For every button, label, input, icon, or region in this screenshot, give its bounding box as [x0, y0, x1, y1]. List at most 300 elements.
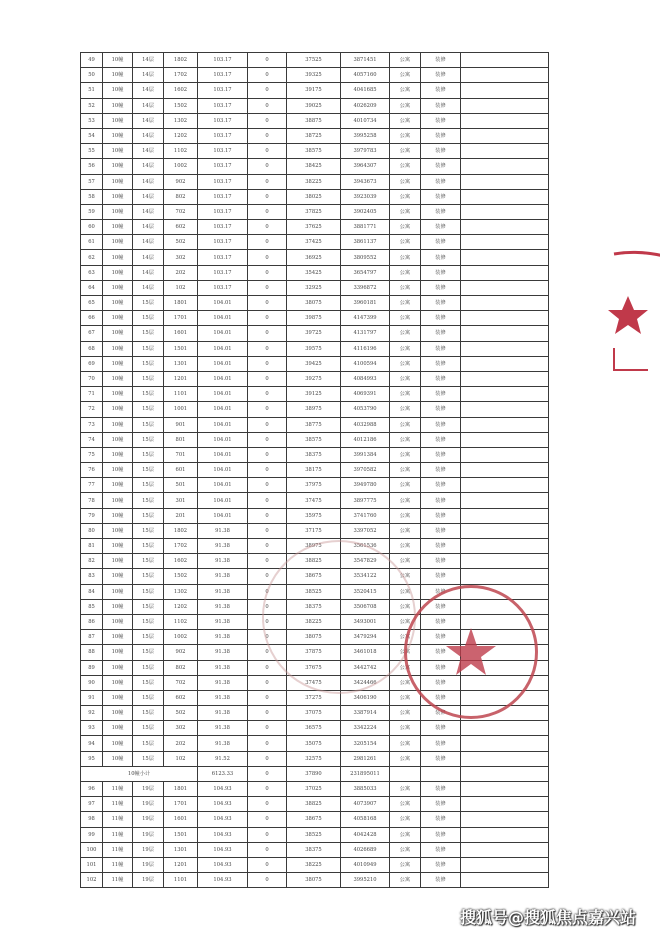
table-cell: 202 [164, 265, 198, 280]
table-cell: 装修 [421, 721, 461, 736]
table-cell: 0 [248, 341, 287, 356]
table-cell: 公寓 [390, 599, 421, 614]
table-cell: 公寓 [390, 478, 421, 493]
table-cell: 11幢 [103, 827, 133, 842]
table-cell: 0 [248, 417, 287, 432]
table-cell-empty [461, 280, 549, 295]
table-cell: 32575 [287, 751, 341, 766]
table-cell: 38575 [287, 432, 341, 447]
table-row [81, 751, 549, 766]
table-cell: 装修 [421, 98, 461, 113]
table-cell: 装修 [421, 83, 461, 98]
table-cell: 53 [81, 113, 103, 128]
table-cell: 38975 [287, 539, 341, 554]
table-cell: 103.17 [198, 68, 248, 83]
table-cell: 10幢 [103, 584, 133, 599]
table-cell: 1501 [164, 341, 198, 356]
table-cell: 1302 [164, 113, 198, 128]
table-cell: 1101 [164, 387, 198, 402]
table-cell: 4010949 [341, 857, 390, 872]
table-cell: 10幢 [103, 159, 133, 174]
table-row [81, 326, 549, 341]
table-cell: 38575 [287, 144, 341, 159]
table-cell: 装修 [421, 174, 461, 189]
table-cell-empty [461, 478, 549, 493]
table-cell: 3960181 [341, 296, 390, 311]
table-cell: 0 [248, 493, 287, 508]
table-cell: 39325 [287, 68, 341, 83]
table-cell: 1601 [164, 326, 198, 341]
table-cell: 88 [81, 645, 103, 660]
table-cell-empty [461, 523, 549, 538]
table-cell: 装修 [421, 812, 461, 827]
table-cell: 装修 [421, 371, 461, 386]
table-cell: 装修 [421, 265, 461, 280]
table-cell: 3397052 [341, 523, 390, 538]
table-row [81, 736, 549, 751]
table-cell: 3387914 [341, 706, 390, 721]
table-cell: 0 [248, 98, 287, 113]
table-cell: 公寓 [390, 174, 421, 189]
table-cell: 91.38 [198, 599, 248, 614]
table-cell: 装修 [421, 873, 461, 888]
table-cell: 14层 [133, 83, 164, 98]
table-cell-empty [461, 827, 549, 842]
table-cell: 公寓 [390, 356, 421, 371]
table-cell: 1602 [164, 554, 198, 569]
source-watermark: 搜狐号@搜狐焦点嘉兴站 [460, 908, 637, 927]
table-cell: 装修 [421, 599, 461, 614]
table-cell: 502 [164, 235, 198, 250]
price-table [80, 52, 549, 888]
table-cell: 15层 [133, 341, 164, 356]
table-cell: 0 [248, 371, 287, 386]
table-cell: 1001 [164, 402, 198, 417]
table-cell: 装修 [421, 614, 461, 629]
table-cell: 装修 [421, 68, 461, 83]
table-cell: 14层 [133, 280, 164, 295]
table-cell: 3520415 [341, 584, 390, 599]
table-cell: 15层 [133, 523, 164, 538]
table-cell: 3964307 [341, 159, 390, 174]
table-cell: 0 [248, 660, 287, 675]
table-cell: 公寓 [390, 432, 421, 447]
table-cell: 14层 [133, 53, 164, 68]
table-cell: 15层 [133, 599, 164, 614]
company-seal [404, 585, 538, 719]
table-cell-empty [461, 402, 549, 417]
table-cell: 3881771 [341, 220, 390, 235]
table-cell: 103.17 [198, 98, 248, 113]
table-cell: 15层 [133, 751, 164, 766]
table-cell: 15层 [133, 645, 164, 660]
table-cell: 0 [248, 174, 287, 189]
table-cell: 72 [81, 402, 103, 417]
table-cell: 10幢 [103, 569, 133, 584]
table-cell: 104.93 [198, 842, 248, 857]
table-cell: 103.17 [198, 53, 248, 68]
table-cell: 37675 [287, 660, 341, 675]
table-cell: 公寓 [390, 265, 421, 280]
table-cell: 10幢 [103, 554, 133, 569]
table-cell: 55 [81, 144, 103, 159]
table-cell: 19层 [133, 782, 164, 797]
table-cell: 公寓 [390, 235, 421, 250]
table-cell: 1002 [164, 630, 198, 645]
table-cell-empty [461, 782, 549, 797]
table-cell: 14层 [133, 174, 164, 189]
table-cell: 0 [248, 53, 287, 68]
table-cell: 11幢 [103, 812, 133, 827]
table-cell: 302 [164, 250, 198, 265]
table-cell: 10幢 [103, 736, 133, 751]
table-cell: 4057160 [341, 68, 390, 83]
table-cell: 104.01 [198, 508, 248, 523]
table-row [81, 493, 549, 508]
table-cell: 91.38 [198, 660, 248, 675]
table-cell: 38225 [287, 614, 341, 629]
table-cell: 69 [81, 356, 103, 371]
table-row [81, 280, 549, 295]
table-cell: 38725 [287, 128, 341, 143]
table-cell: 38525 [287, 584, 341, 599]
table-cell: 11幢 [103, 797, 133, 812]
table-cell: 3654797 [341, 265, 390, 280]
table-cell: 装修 [421, 341, 461, 356]
table-cell: 103.17 [198, 235, 248, 250]
table-cell: 3506708 [341, 599, 390, 614]
table-cell: 38175 [287, 463, 341, 478]
table-cell: 10幢 [103, 539, 133, 554]
table-cell: 15层 [133, 387, 164, 402]
table-cell: 公寓 [390, 827, 421, 842]
table-cell-empty [390, 766, 421, 781]
table-cell: 35075 [287, 736, 341, 751]
table-cell: 10幢 [103, 250, 133, 265]
table-row [81, 842, 549, 857]
table-cell: 0 [248, 842, 287, 857]
table-cell-empty [461, 174, 549, 189]
table-cell: 装修 [421, 235, 461, 250]
table-cell: 39875 [287, 311, 341, 326]
table-cell: 602 [164, 690, 198, 705]
table-cell: 32925 [287, 280, 341, 295]
table-cell: 0 [248, 539, 287, 554]
table-cell: 1502 [164, 98, 198, 113]
table-cell: 15层 [133, 554, 164, 569]
table-cell: 0 [248, 83, 287, 98]
table-cell: 80 [81, 523, 103, 538]
table-cell: 10幢 [103, 478, 133, 493]
table-cell: 1602 [164, 83, 198, 98]
table-cell: 66 [81, 311, 103, 326]
table-cell: 90 [81, 675, 103, 690]
table-cell: 10幢 [103, 721, 133, 736]
table-cell: 0 [248, 447, 287, 462]
table-cell: 39425 [287, 356, 341, 371]
table-cell: 4116196 [341, 341, 390, 356]
table-cell: 14层 [133, 265, 164, 280]
table-cell: 93 [81, 721, 103, 736]
table-cell: 10幢 [103, 204, 133, 219]
table-cell: 装修 [421, 508, 461, 523]
table-cell: 37075 [287, 706, 341, 721]
table-cell: 公寓 [390, 614, 421, 629]
table-cell: 14层 [133, 144, 164, 159]
table-cell: 3897775 [341, 493, 390, 508]
table-cell: 3943673 [341, 174, 390, 189]
table-cell: 0 [248, 645, 287, 660]
table-cell: 10幢 [103, 387, 133, 402]
table-cell: 装修 [421, 311, 461, 326]
table-row [81, 98, 549, 113]
table-cell: 70 [81, 371, 103, 386]
table-cell: 10幢 [103, 68, 133, 83]
table-cell: 104.01 [198, 447, 248, 462]
table-cell: 10幢 [103, 690, 133, 705]
table-cell: 0 [248, 736, 287, 751]
table-cell: 0 [248, 827, 287, 842]
table-cell: 10幢 [103, 614, 133, 629]
table-cell: 1002 [164, 159, 198, 174]
table-cell: 104.01 [198, 311, 248, 326]
table-cell: 0 [248, 265, 287, 280]
table-cell: 0 [248, 128, 287, 143]
table-cell: 装修 [421, 402, 461, 417]
table-cell: 0 [248, 159, 287, 174]
table-cell: 15层 [133, 296, 164, 311]
table-cell: 4032988 [341, 417, 390, 432]
table-cell: 15层 [133, 721, 164, 736]
subtotal-cell: 37890 [287, 766, 341, 781]
table-cell: 10幢 [103, 751, 133, 766]
table-row [81, 463, 549, 478]
table-cell: 11幢 [103, 782, 133, 797]
table-cell: 15层 [133, 736, 164, 751]
table-cell: 装修 [421, 630, 461, 645]
subtotal-row [81, 766, 549, 781]
table-row [81, 250, 549, 265]
table-cell: 公寓 [390, 68, 421, 83]
table-cell: 1201 [164, 371, 198, 386]
table-cell: 15层 [133, 478, 164, 493]
table-cell: 装修 [421, 250, 461, 265]
table-cell-empty [461, 341, 549, 356]
table-row [81, 53, 549, 68]
table-cell: 公寓 [390, 751, 421, 766]
table-cell: 3534122 [341, 569, 390, 584]
table-cell-empty [461, 508, 549, 523]
table-cell: 4131797 [341, 326, 390, 341]
table-cell: 公寓 [390, 857, 421, 872]
table-cell-empty [461, 189, 549, 204]
table-cell: 3342224 [341, 721, 390, 736]
table-cell: 0 [248, 690, 287, 705]
table-cell: 91.52 [198, 751, 248, 766]
table-cell: 0 [248, 432, 287, 447]
table-cell: 62 [81, 250, 103, 265]
table-cell: 91.38 [198, 675, 248, 690]
table-cell: 39025 [287, 98, 341, 113]
table-cell-empty [461, 873, 549, 888]
table-cell: 10幢 [103, 326, 133, 341]
table-cell: 4026209 [341, 98, 390, 113]
table-cell: 104.01 [198, 356, 248, 371]
table-row [81, 356, 549, 371]
table-cell: 38825 [287, 797, 341, 812]
table-cell: 19层 [133, 842, 164, 857]
table-cell: 104.93 [198, 827, 248, 842]
table-cell: 103.17 [198, 159, 248, 174]
table-cell: 103.17 [198, 113, 248, 128]
table-cell: 10幢 [103, 280, 133, 295]
table-cell: 54 [81, 128, 103, 143]
table-cell: 103.17 [198, 250, 248, 265]
table-cell: 0 [248, 584, 287, 599]
table-cell: 3885033 [341, 782, 390, 797]
table-cell: 公寓 [390, 113, 421, 128]
table-cell: 14层 [133, 204, 164, 219]
table-cell: 38875 [287, 113, 341, 128]
table-cell: 公寓 [390, 873, 421, 888]
table-cell: 15层 [133, 508, 164, 523]
table-cell: 3461018 [341, 645, 390, 660]
table-cell: 15层 [133, 675, 164, 690]
table-cell: 0 [248, 599, 287, 614]
table-cell: 49 [81, 53, 103, 68]
table-cell: 公寓 [390, 539, 421, 554]
table-row [81, 812, 549, 827]
table-cell: 公寓 [390, 523, 421, 538]
table-row [81, 68, 549, 83]
subtotal-cell: 6123.33 [198, 766, 248, 781]
table-cell: 14层 [133, 128, 164, 143]
table-cell: 0 [248, 280, 287, 295]
table-cell: 装修 [421, 159, 461, 174]
table-cell: 601 [164, 463, 198, 478]
table-row [81, 371, 549, 386]
table-cell: 公寓 [390, 630, 421, 645]
table-cell-empty [461, 463, 549, 478]
table-cell: 装修 [421, 463, 461, 478]
table-cell: 15层 [133, 447, 164, 462]
table-cell: 802 [164, 660, 198, 675]
table-cell: 1802 [164, 53, 198, 68]
table-cell: 104.01 [198, 478, 248, 493]
table-cell: 0 [248, 463, 287, 478]
table-cell: 15层 [133, 326, 164, 341]
table-cell: 装修 [421, 584, 461, 599]
table-cell: 39175 [287, 83, 341, 98]
table-cell: 902 [164, 645, 198, 660]
table-cell: 71 [81, 387, 103, 402]
table-cell: 0 [248, 782, 287, 797]
table-cell: 3979783 [341, 144, 390, 159]
table-cell: 装修 [421, 280, 461, 295]
table-cell: 104.01 [198, 387, 248, 402]
table-cell: 14层 [133, 68, 164, 83]
table-cell: 35975 [287, 508, 341, 523]
table-cell: 装修 [421, 113, 461, 128]
table-cell-empty [461, 857, 549, 872]
table-cell: 10幢 [103, 463, 133, 478]
table-cell: 3949780 [341, 478, 390, 493]
table-cell: 92 [81, 706, 103, 721]
table-cell: 37025 [287, 782, 341, 797]
table-cell-empty [461, 447, 549, 462]
table-cell: 1501 [164, 827, 198, 842]
table-cell: 67 [81, 326, 103, 341]
table-cell: 91.38 [198, 721, 248, 736]
table-cell: 75 [81, 447, 103, 462]
table-cell: 公寓 [390, 53, 421, 68]
table-cell-empty [461, 326, 549, 341]
table-cell: 4026689 [341, 842, 390, 857]
table-cell: 3861137 [341, 235, 390, 250]
table-cell: 10幢 [103, 296, 133, 311]
table-cell-empty [461, 296, 549, 311]
table-cell: 公寓 [390, 402, 421, 417]
table-cell: 4100594 [341, 356, 390, 371]
table-cell-empty [461, 68, 549, 83]
table-cell: 96 [81, 782, 103, 797]
table-cell-empty [461, 554, 549, 569]
table-cell: 4073907 [341, 797, 390, 812]
table-cell: 公寓 [390, 660, 421, 675]
table-cell: 702 [164, 675, 198, 690]
table-cell: 4147399 [341, 311, 390, 326]
table-cell: 装修 [421, 417, 461, 432]
table-cell-empty [461, 842, 549, 857]
table-cell: 11幢 [103, 857, 133, 872]
table-cell: 4041685 [341, 83, 390, 98]
table-cell: 0 [248, 508, 287, 523]
table-cell: 104.93 [198, 873, 248, 888]
table-cell: 15层 [133, 614, 164, 629]
table-cell: 19层 [133, 812, 164, 827]
table-row [81, 341, 549, 356]
table-cell: 37975 [287, 478, 341, 493]
table-cell: 10幢 [103, 493, 133, 508]
table-cell: 4058168 [341, 812, 390, 827]
table-cell: 公寓 [390, 387, 421, 402]
table-cell: 10幢 [103, 83, 133, 98]
table-cell: 3479294 [341, 630, 390, 645]
table-cell: 65 [81, 296, 103, 311]
table-cell: 3923039 [341, 189, 390, 204]
table-cell: 19层 [133, 827, 164, 842]
table-cell: 1102 [164, 614, 198, 629]
table-cell: 0 [248, 812, 287, 827]
table-cell: 装修 [421, 432, 461, 447]
table-cell: 97 [81, 797, 103, 812]
table-cell: 56 [81, 159, 103, 174]
table-row [81, 402, 549, 417]
table-cell: 3396872 [341, 280, 390, 295]
table-cell: 104.01 [198, 296, 248, 311]
table-cell: 59 [81, 204, 103, 219]
table-cell: 103.17 [198, 220, 248, 235]
table-cell-empty [461, 539, 549, 554]
table-cell: 公寓 [390, 128, 421, 143]
table-cell: 37625 [287, 220, 341, 235]
table-cell: 15层 [133, 356, 164, 371]
table-cell: 19层 [133, 797, 164, 812]
table-cell: 84 [81, 584, 103, 599]
table-cell: 装修 [421, 493, 461, 508]
table-row [81, 220, 549, 235]
table-cell-empty [461, 797, 549, 812]
